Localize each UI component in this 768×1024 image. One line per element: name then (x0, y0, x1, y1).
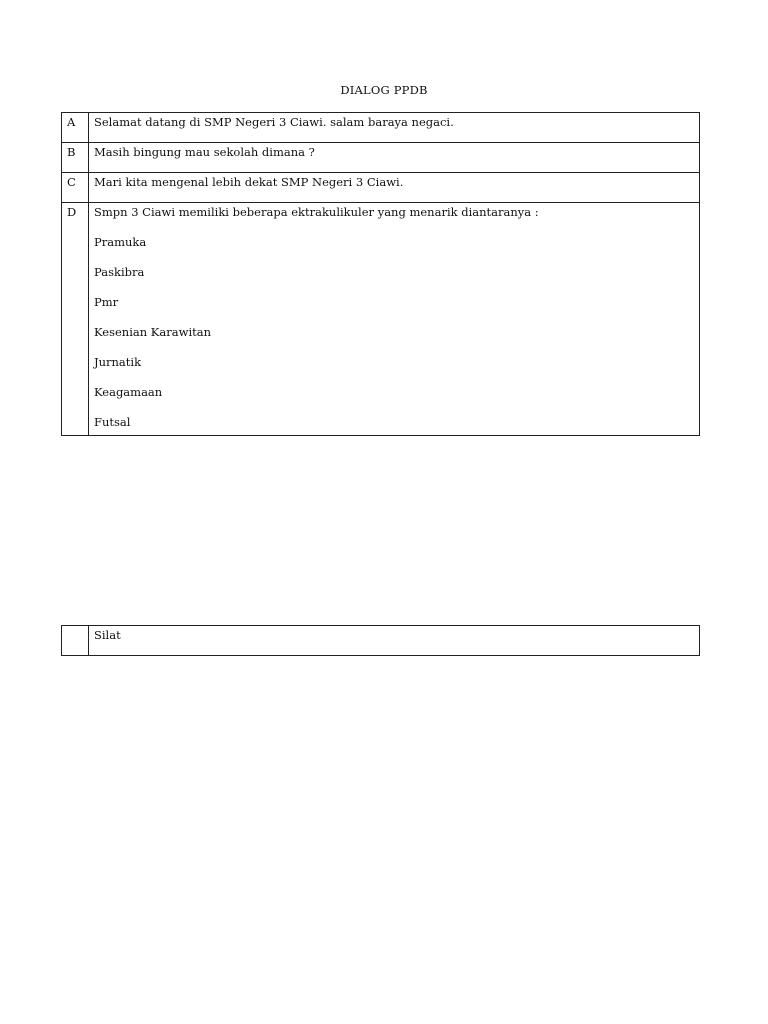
row-text: Selamat datang di SMP Negeri 3 Ciawi. salam baraya negaci. (89, 113, 700, 143)
row-letter: A (62, 113, 89, 143)
row-text: Silat (89, 626, 700, 656)
list-item: Paskibra (94, 265, 145, 279)
table-row (62, 203, 700, 436)
document-title: DIALOG PPDB (340, 83, 428, 97)
table-row (62, 113, 700, 143)
dialog-table (61, 112, 700, 436)
row-text: Smpn 3 Ciawi memiliki beberapa ektrakulikuler yang menarik diantaranya : (94, 205, 539, 219)
row-letter: D (62, 203, 89, 436)
table-row (62, 626, 700, 656)
list-item: Pmr (94, 295, 119, 309)
list-item: Pramuka (94, 235, 147, 249)
table-row (62, 143, 700, 173)
row-letter: B (62, 143, 89, 173)
row-letter (62, 626, 89, 656)
list-item: Kesenian Karawitan (94, 325, 212, 339)
continued-table (61, 625, 700, 656)
row-letter: C (62, 173, 89, 203)
list-item: Jurnatik (94, 355, 142, 369)
row-content (89, 203, 700, 436)
table-row (62, 173, 700, 203)
row-text: Masih bingung mau sekolah dimana ? (89, 143, 700, 173)
row-text: Mari kita mengenal lebih dekat SMP Negeri 3 Ciawi. (89, 173, 700, 203)
list-item: Keagamaan (94, 385, 163, 399)
list-item: Futsal (94, 415, 131, 429)
